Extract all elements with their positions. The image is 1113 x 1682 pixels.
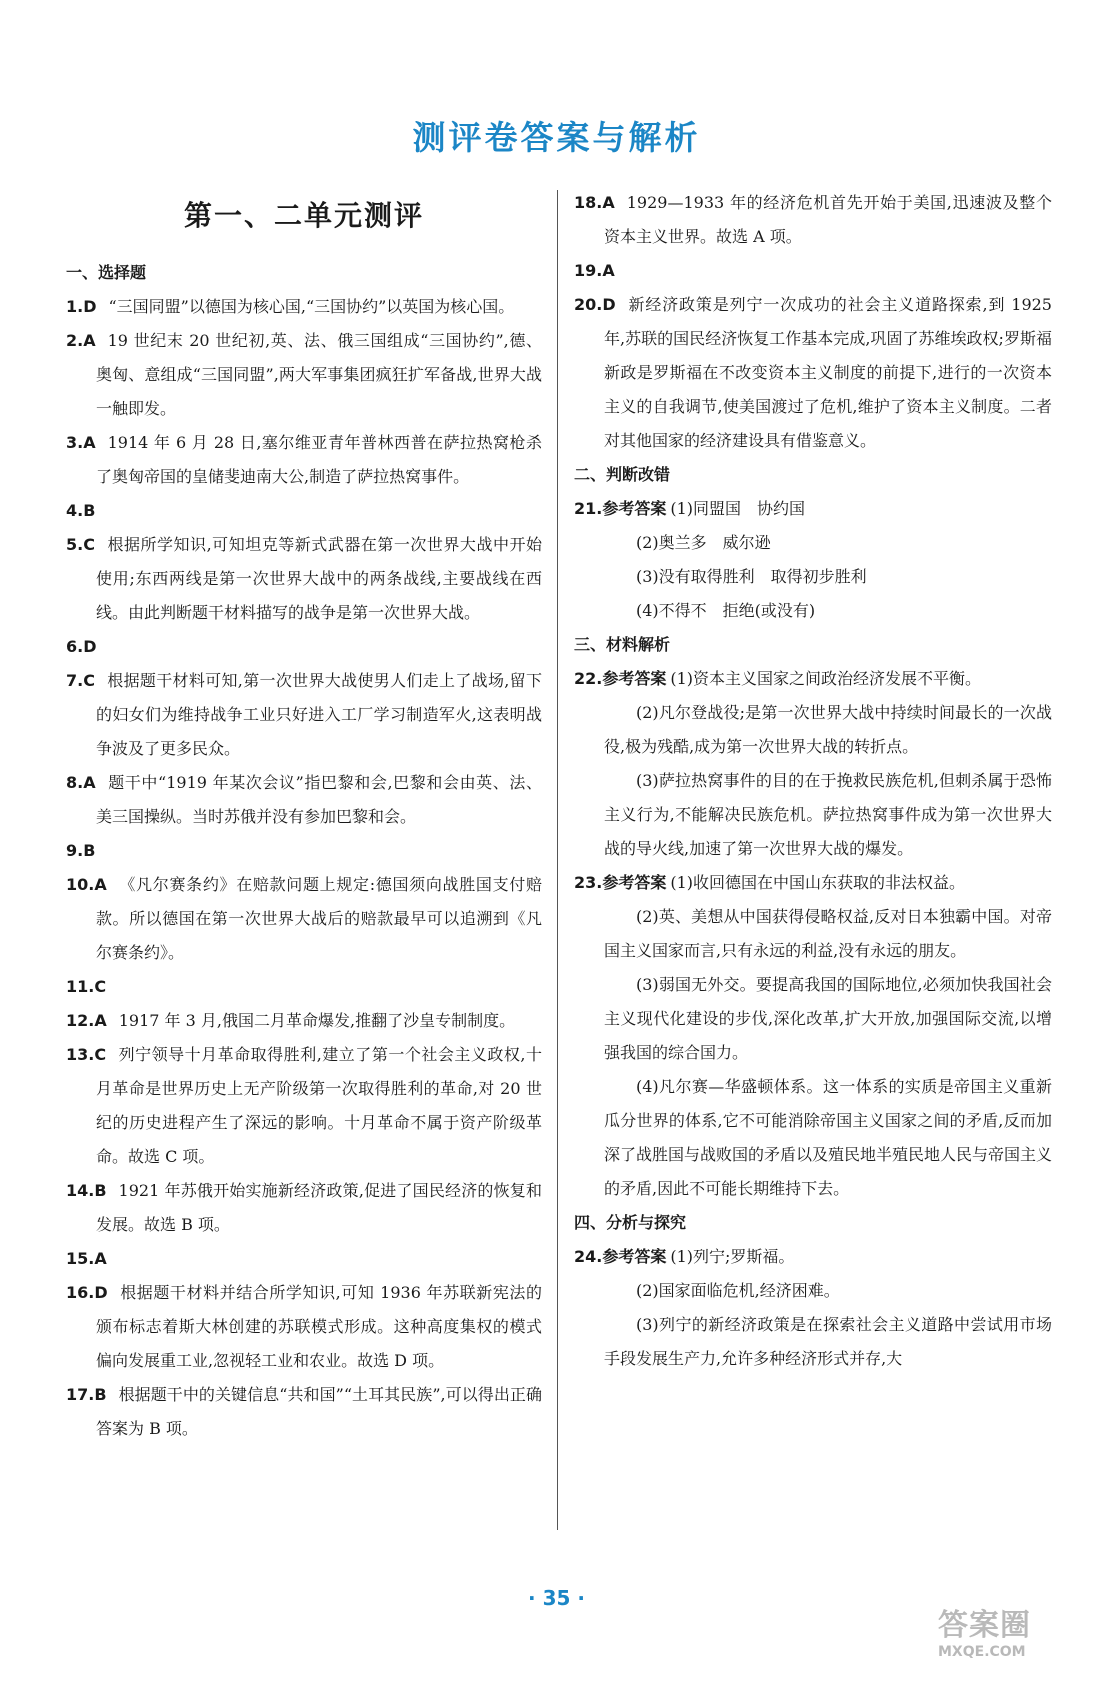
choice-answer-list — [66, 290, 542, 1446]
question-number: 21. — [574, 499, 603, 518]
explanation-text: 19 世纪末 20 世纪初,英、法、俄三国组成“三国协约”,德、奥匈、意组成“三国同盟”,两大军事集团疯狂扩军备战,世界大战一触即发。 — [96, 331, 542, 418]
answer-item — [66, 494, 542, 528]
explanation-text: 根据题干材料可知,第一次世界大战使男人们走上了战场,留下的妇女们为维持战争工业只好进入工厂学习制造军火,这表明战争波及了更多民众。 — [96, 671, 542, 758]
explanation-text: 1917 年 3 月,俄国二月革命爆发,推翻了沙皇专制制度。 — [118, 1011, 516, 1030]
answer-choice: B — [94, 1181, 107, 1200]
answer-item — [66, 290, 542, 324]
question-number: 23. — [574, 873, 603, 892]
answer-paragraph: (2)国家面临危机,经济困难。 — [636, 1281, 840, 1300]
answer-line: (4)不得不 拒绝(或没有) — [636, 601, 816, 620]
answer-choice: A — [83, 331, 96, 350]
page-number-value: 35 — [542, 1586, 571, 1610]
answer-choice: B — [83, 501, 96, 520]
answer-text: (1)资本主义国家之间政治经济发展不平衡。 — [670, 669, 982, 688]
question-number: 10. — [66, 875, 95, 894]
answer-item — [66, 834, 542, 868]
explanation-text: 根据所学知识,可知坦克等新式武器在第一次世界大战中开始使用;东西两线是第一次世界大战中的两条战线,主要战线在西线。由此判断题干材料描写的战争是第一次世界大战。 — [96, 535, 542, 622]
explanation-text: 《凡尔赛条约》在赔款问题上规定:德国须向战胜国支付赔款。所以德国在第一次世界大战后的赔款最早可以追溯到《凡尔赛条约》。 — [96, 875, 542, 962]
question-number: 16. — [66, 1283, 95, 1302]
answer-choice: C — [83, 535, 95, 554]
explanation-text: 1921 年苏俄开始实施新经济政策,促进了国民经济的恢复和发展。故选 B 项。 — [96, 1181, 542, 1234]
answer-text: (1)列宁;罗斯福。 — [670, 1247, 795, 1266]
question-number: 2. — [66, 331, 84, 350]
answer-paragraph: (4)凡尔赛—华盛顿体系。这一体系的实质是帝国主义重新瓜分世界的体系,它不可能消除帝国主义国家之间的矛盾,反而加深了战胜国与战败国的矛盾以及殖民地半殖民地人民与帝国主义的矛盾,因此不可能长期维持下去。 — [604, 1077, 1053, 1198]
answer-item — [66, 528, 542, 630]
explanation-text: “三国同盟”以德国为核心国,“三国协约”以英国为核心国。 — [108, 297, 515, 316]
answer-choice: D — [83, 637, 97, 656]
page-number: · 35 · — [528, 1586, 585, 1610]
question-number: 17. — [66, 1385, 95, 1404]
answer-item — [66, 664, 542, 766]
answer-paragraph: (3)弱国无外交。要提高我国的国际地位,必须加快我国社会主义现代化建设的步伐,深化改革,扩大开放,加强国际交流,以增强我国的综合国力。 — [604, 975, 1052, 1062]
answer-paragraph: (2)凡尔登战役;是第一次世界大战中持续时间最长的一次战役,极为残酷,成为第一次世界大战的转折点。 — [604, 703, 1052, 756]
answer-item-21 — [574, 492, 1052, 526]
answer-item — [574, 288, 1052, 458]
answer-item-23 — [574, 866, 1052, 900]
choice-answer-list-continued — [574, 186, 1052, 458]
answer-text: (1)收回德国在中国山东获取的非法权益。 — [670, 873, 966, 892]
question-number: 24. — [574, 1247, 603, 1266]
answer-choice: B — [94, 1385, 107, 1404]
answer-paragraph: (3)萨拉热窝事件的目的在于挽救民族危机,但刺杀属于恐怖主义行为,不能解决民族危机。萨拉热窝事件成为第一次世界大战的导火线,加速了第一次世界大战的爆发。 — [604, 771, 1052, 858]
answer-item — [66, 324, 542, 426]
site-watermark-logo — [938, 1600, 1098, 1670]
answer-choice: A — [94, 1011, 107, 1030]
left-column — [66, 186, 542, 1446]
reference-answer-label: 参考答案 — [602, 499, 667, 518]
watermark-text: 答案圈 — [938, 1608, 1031, 1643]
explanation-text: 题干中“1919 年某次会议”指巴黎和会,巴黎和会由英、法、美三国操纵。当时苏俄并没有参加巴黎和会。 — [96, 773, 542, 826]
question-number: 15. — [66, 1249, 95, 1268]
question-number: 3. — [66, 433, 84, 452]
explanation-text: 1914 年 6 月 28 日,塞尔维亚青年普林西普在萨拉热窝枪杀了奥匈帝国的皇储斐迪南大公,制造了萨拉热窝事件。 — [96, 433, 542, 486]
question-number: 12. — [66, 1011, 95, 1030]
question-number: 9. — [66, 841, 84, 860]
answer-item-24 — [574, 1240, 1052, 1274]
answer-choice: A — [602, 261, 615, 280]
answer-item — [66, 1242, 542, 1276]
question-number: 5. — [66, 535, 84, 554]
section-heading-choice: 一、选择题 — [66, 263, 147, 282]
answer-item — [66, 1004, 542, 1038]
answer-item — [574, 254, 1052, 288]
answer-choice: D — [602, 295, 616, 314]
answer-paragraph: (3)列宁的新经济政策是在探索社会主义道路中尝试用市场手段发展生产力,允许多种经济形式并存,大 — [604, 1315, 1052, 1368]
section-heading-judge: 二、判断改错 — [574, 465, 671, 484]
explanation-text: 根据题干中的关键信息“共和国”“土耳其民族”,可以得出正确答案为 B 项。 — [96, 1385, 542, 1438]
answer-choice: C — [94, 1045, 107, 1064]
reference-answer-label: 参考答案 — [602, 873, 667, 892]
answer-choice: A — [94, 1249, 107, 1268]
answer-choice: C — [83, 671, 95, 690]
answer-line: (2)奥兰多 威尔逊 — [636, 533, 771, 552]
watermark-url: MXQE.COM — [938, 1644, 1026, 1660]
question-number: 22. — [574, 669, 603, 688]
answer-item — [66, 1276, 542, 1378]
question-number: 8. — [66, 773, 84, 792]
column-divider — [557, 190, 558, 1530]
answer-choice: C — [94, 977, 107, 996]
explanation-text: 列宁领导十月革命取得胜利,建立了第一个社会主义政权,十月革命是世界历史上无产阶级第一次取得胜利的革命,对 20 世纪的历史进程产生了深远的影响。十月革命不属于资产阶级革命。故选 C 项。 — [96, 1045, 542, 1166]
answer-choice: B — [83, 841, 96, 860]
answer-item — [66, 766, 542, 834]
section-heading-material: 三、材料解析 — [574, 635, 671, 654]
answer-choice: D — [83, 297, 97, 316]
reference-answer-label: 参考答案 — [602, 669, 667, 688]
question-number: 13. — [66, 1045, 95, 1064]
answer-paragraph: (2)英、美想从中国获得侵略权益,反对日本独霸中国。对帝国主义国家而言,只有永远的利益,没有永远的朋友。 — [604, 907, 1052, 960]
answer-item — [66, 630, 542, 664]
answer-choice: D — [94, 1283, 108, 1302]
answer-choice: A — [83, 773, 96, 792]
question-number: 4. — [66, 501, 84, 520]
right-column — [574, 186, 1052, 1376]
answer-item — [66, 868, 542, 970]
question-number: 11. — [66, 977, 95, 996]
explanation-text: 根据题干材料并结合所学知识,可知 1936 年苏联新宪法的颁布标志着斯大林创建的苏联模式形成。这种高度集权的模式偏向发展重工业,忽视轻工业和农业。故选 D 项。 — [96, 1283, 542, 1370]
answer-choice: A — [94, 875, 107, 894]
question-number: 19. — [574, 261, 603, 280]
answer-line: (1)同盟国 协约国 — [670, 499, 806, 518]
answer-item-22 — [574, 662, 1052, 696]
answer-item — [66, 426, 542, 494]
answer-item — [66, 1038, 542, 1174]
question-number: 7. — [66, 671, 84, 690]
answer-item — [66, 1378, 542, 1446]
answer-choice: A — [83, 433, 96, 452]
answer-line: (3)没有取得胜利 取得初步胜利 — [636, 567, 867, 586]
question-number: 6. — [66, 637, 84, 656]
explanation-text: 新经济政策是列宁一次成功的社会主义道路探索,到 1925 年,苏联的国民经济恢复工作基本完成,巩固了苏维埃政权;罗斯福新政是罗斯福在不改变资本主义制度的前提下,进行的一次资本主义的自我调节,使美国渡过了危机,维护了资本主义制度。二者对其他国家的经济建设具有借鉴意义。 — [604, 295, 1052, 450]
question-number: 1. — [66, 297, 84, 316]
question-number: 20. — [574, 295, 603, 314]
answer-item — [574, 186, 1052, 254]
explanation-text: 1929—1933 年的经济危机首先开始于美国,迅速波及整个资本主义世界。故选 A 项。 — [604, 193, 1052, 246]
answer-choice: A — [602, 193, 615, 212]
question-number: 18. — [574, 193, 603, 212]
page-title: 测评卷答案与解析 — [412, 118, 701, 157]
answer-item — [66, 970, 542, 1004]
section-heading-analysis: 四、分析与探究 — [574, 1213, 687, 1232]
answer-item — [66, 1174, 542, 1242]
unit-title: 第一、二单元测评 — [183, 199, 424, 232]
reference-answer-label: 参考答案 — [602, 1247, 667, 1266]
question-number: 14. — [66, 1181, 95, 1200]
